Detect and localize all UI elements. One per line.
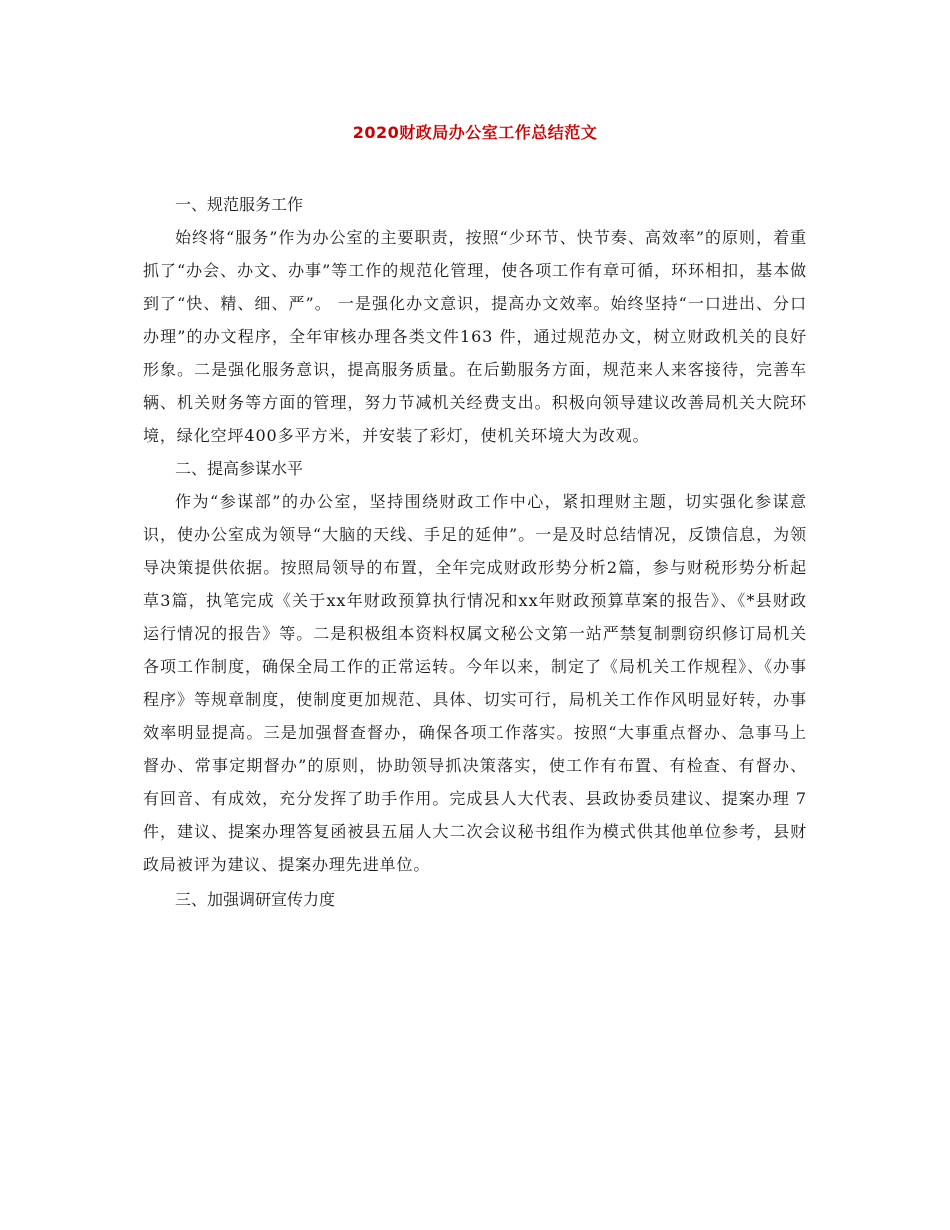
section-heading-1: 一、规范服务工作 [175, 195, 304, 214]
section-heading-2: 二、提高参谋水平 [175, 459, 304, 478]
document-title: 2020财政局办公室工作总结范文 [352, 123, 598, 142]
document-page [143, 118, 807, 916]
section-paragraph-2: 作为“参谋部”的办公室，坚持围绕财政工作中心，紧扣理财主题，切实强化参谋意识，使办公室成为领导“大脑的天线、手足的延伸”。一是及时总结情况，反馈信息，为领导决策提供依据。按照局领导的布置，全年完成财政形势分析2篇，参与财税形势分析起草3篇，执笔完成《关于xx年财政预算执行情况和xx年财政预算草案的报告》、《*县财政运行情况的报告》等。二是积极组本资料权属文秘公文第一站严禁复制剽窃织修订局机关各项工作制度，确保全局工作的正常运转。今年以来，制定了《局机关工作规程》、《办事程序》等规章制度，使制度更加规范、具体、切实可行，局机关工作作风明显好转，办事效率明显提高。三是加强督查督办，确保各项工作落实。按照“大事重点督办、急事马上督办、常事定期督办”的原则，协助领导抓决策落实，使工作有布置、有检查、有督办、有回音、有成效，充分发挥了助手作用。完成县人大代表、县政协委员建议、提案办理 7件，建议、提案办理答复函被县五届人大二次会议秘书组作为模式供其他单位参考，县财政局被评为建议、提案办理先进单位。 [143, 492, 807, 874]
section-heading-3: 三、加强调研宣传力度 [175, 890, 336, 909]
section-paragraph-1: 始终将“服务”作为办公室的主要职责，按照“少环节、快节奏、高效率”的原则，着重抓了“办会、办文、办事”等工作的规范化管理，使各项工作有章可循，环环相扣，基本做到了“快、精、细、严”。 一是强化办文意识，提高办文效率。始终坚持“一口进出、分口办理”的办文程序，全年审核办理各类文件163 件，通过规范办文，树立财政机关的良好形象。二是强化服务意识，提高服务质量。在后勤服务方面，规范来人来客接待，完善车辆、机关财务等方面的管理，努力节减机关经费支出。积极向领导建议改善局机关大院环境，绿化空坪400多平方米，并安装了彩灯，使机关环境大为改观。 [143, 228, 807, 445]
